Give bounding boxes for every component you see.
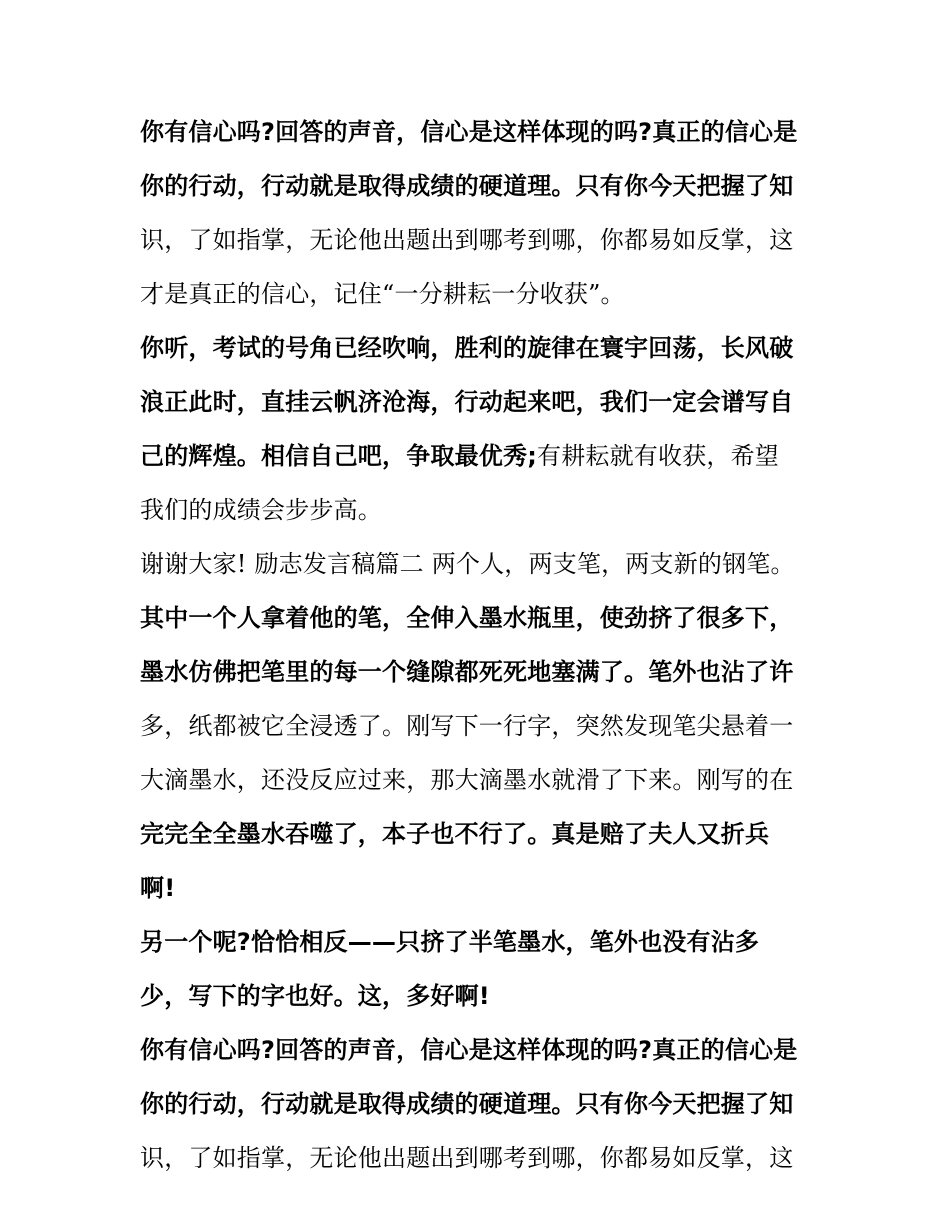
text-segment-regular: 有耕耘就有收获，希望 <box>537 442 779 470</box>
text-line-mixed <box>140 429 830 483</box>
text-line: 识，了如指掌，无论他出题出到哪考到哪，你都易如反掌，这 <box>140 226 794 254</box>
text-line: 你的行动，行动就是取得成绩的硬道理。只有你今天把握了知 <box>140 1090 794 1118</box>
text-line: 我们的成绩会步步高。 <box>140 496 382 524</box>
text-line: 你的行动，行动就是取得成绩的硬道理。只有你今天把握了知 <box>140 172 794 200</box>
text-line: 浪正此时，直挂云帆济沧海，行动起来吧，我们一定会谱写自 <box>140 388 794 416</box>
text-line: 识，了如指掌，无论他出题出到哪考到哪，你都易如反掌，这 <box>140 1144 794 1172</box>
text-line: 啊! <box>140 874 176 902</box>
text-line: 墨水仿佛把笔里的每一个缝隙都死死地塞满了。笔外也沾了许 <box>140 658 794 686</box>
text-line: 完完全全墨水吞噬了，本子也不行了。真是赔了夫人又折兵 <box>140 820 770 848</box>
text-line: 少，写下的字也好。这，多好啊! <box>140 982 490 1010</box>
text-line: 你有信心吗?回答的声音，信心是这样体现的吗?真正的信心是 <box>140 118 798 146</box>
text-segment-bold: 己的辉煌。相信自己吧，争取最优秀; <box>140 442 537 470</box>
text-line: 谢谢大家! 励志发言稿篇二 两个人，两支笔，两支新的钢笔。 <box>140 550 795 578</box>
text-line: 另一个呢?恰恰相反——只挤了半笔墨水，笔外也没有沾多 <box>140 928 760 956</box>
text-line: 才是真正的信心，记住“一分耕耘一分收获”。 <box>140 280 625 308</box>
text-line: 其中一个人拿着他的笔，全伸入墨水瓶里，使劲挤了很多下， <box>140 604 794 632</box>
text-line: 大滴墨水，还没反应过来，那大滴墨水就滑了下来。刚写的在 <box>140 766 794 794</box>
text-line: 你有信心吗?回答的声音，信心是这样体现的吗?真正的信心是 <box>140 1036 798 1064</box>
text-line: 你听，考试的号角已经吹响，胜利的旋律在寰宇回荡，长风破 <box>140 334 794 362</box>
document-body <box>140 105 830 1185</box>
text-line: 多，纸都被它全浸透了。刚写下一行字，突然发现笔尖悬着一 <box>140 712 794 740</box>
